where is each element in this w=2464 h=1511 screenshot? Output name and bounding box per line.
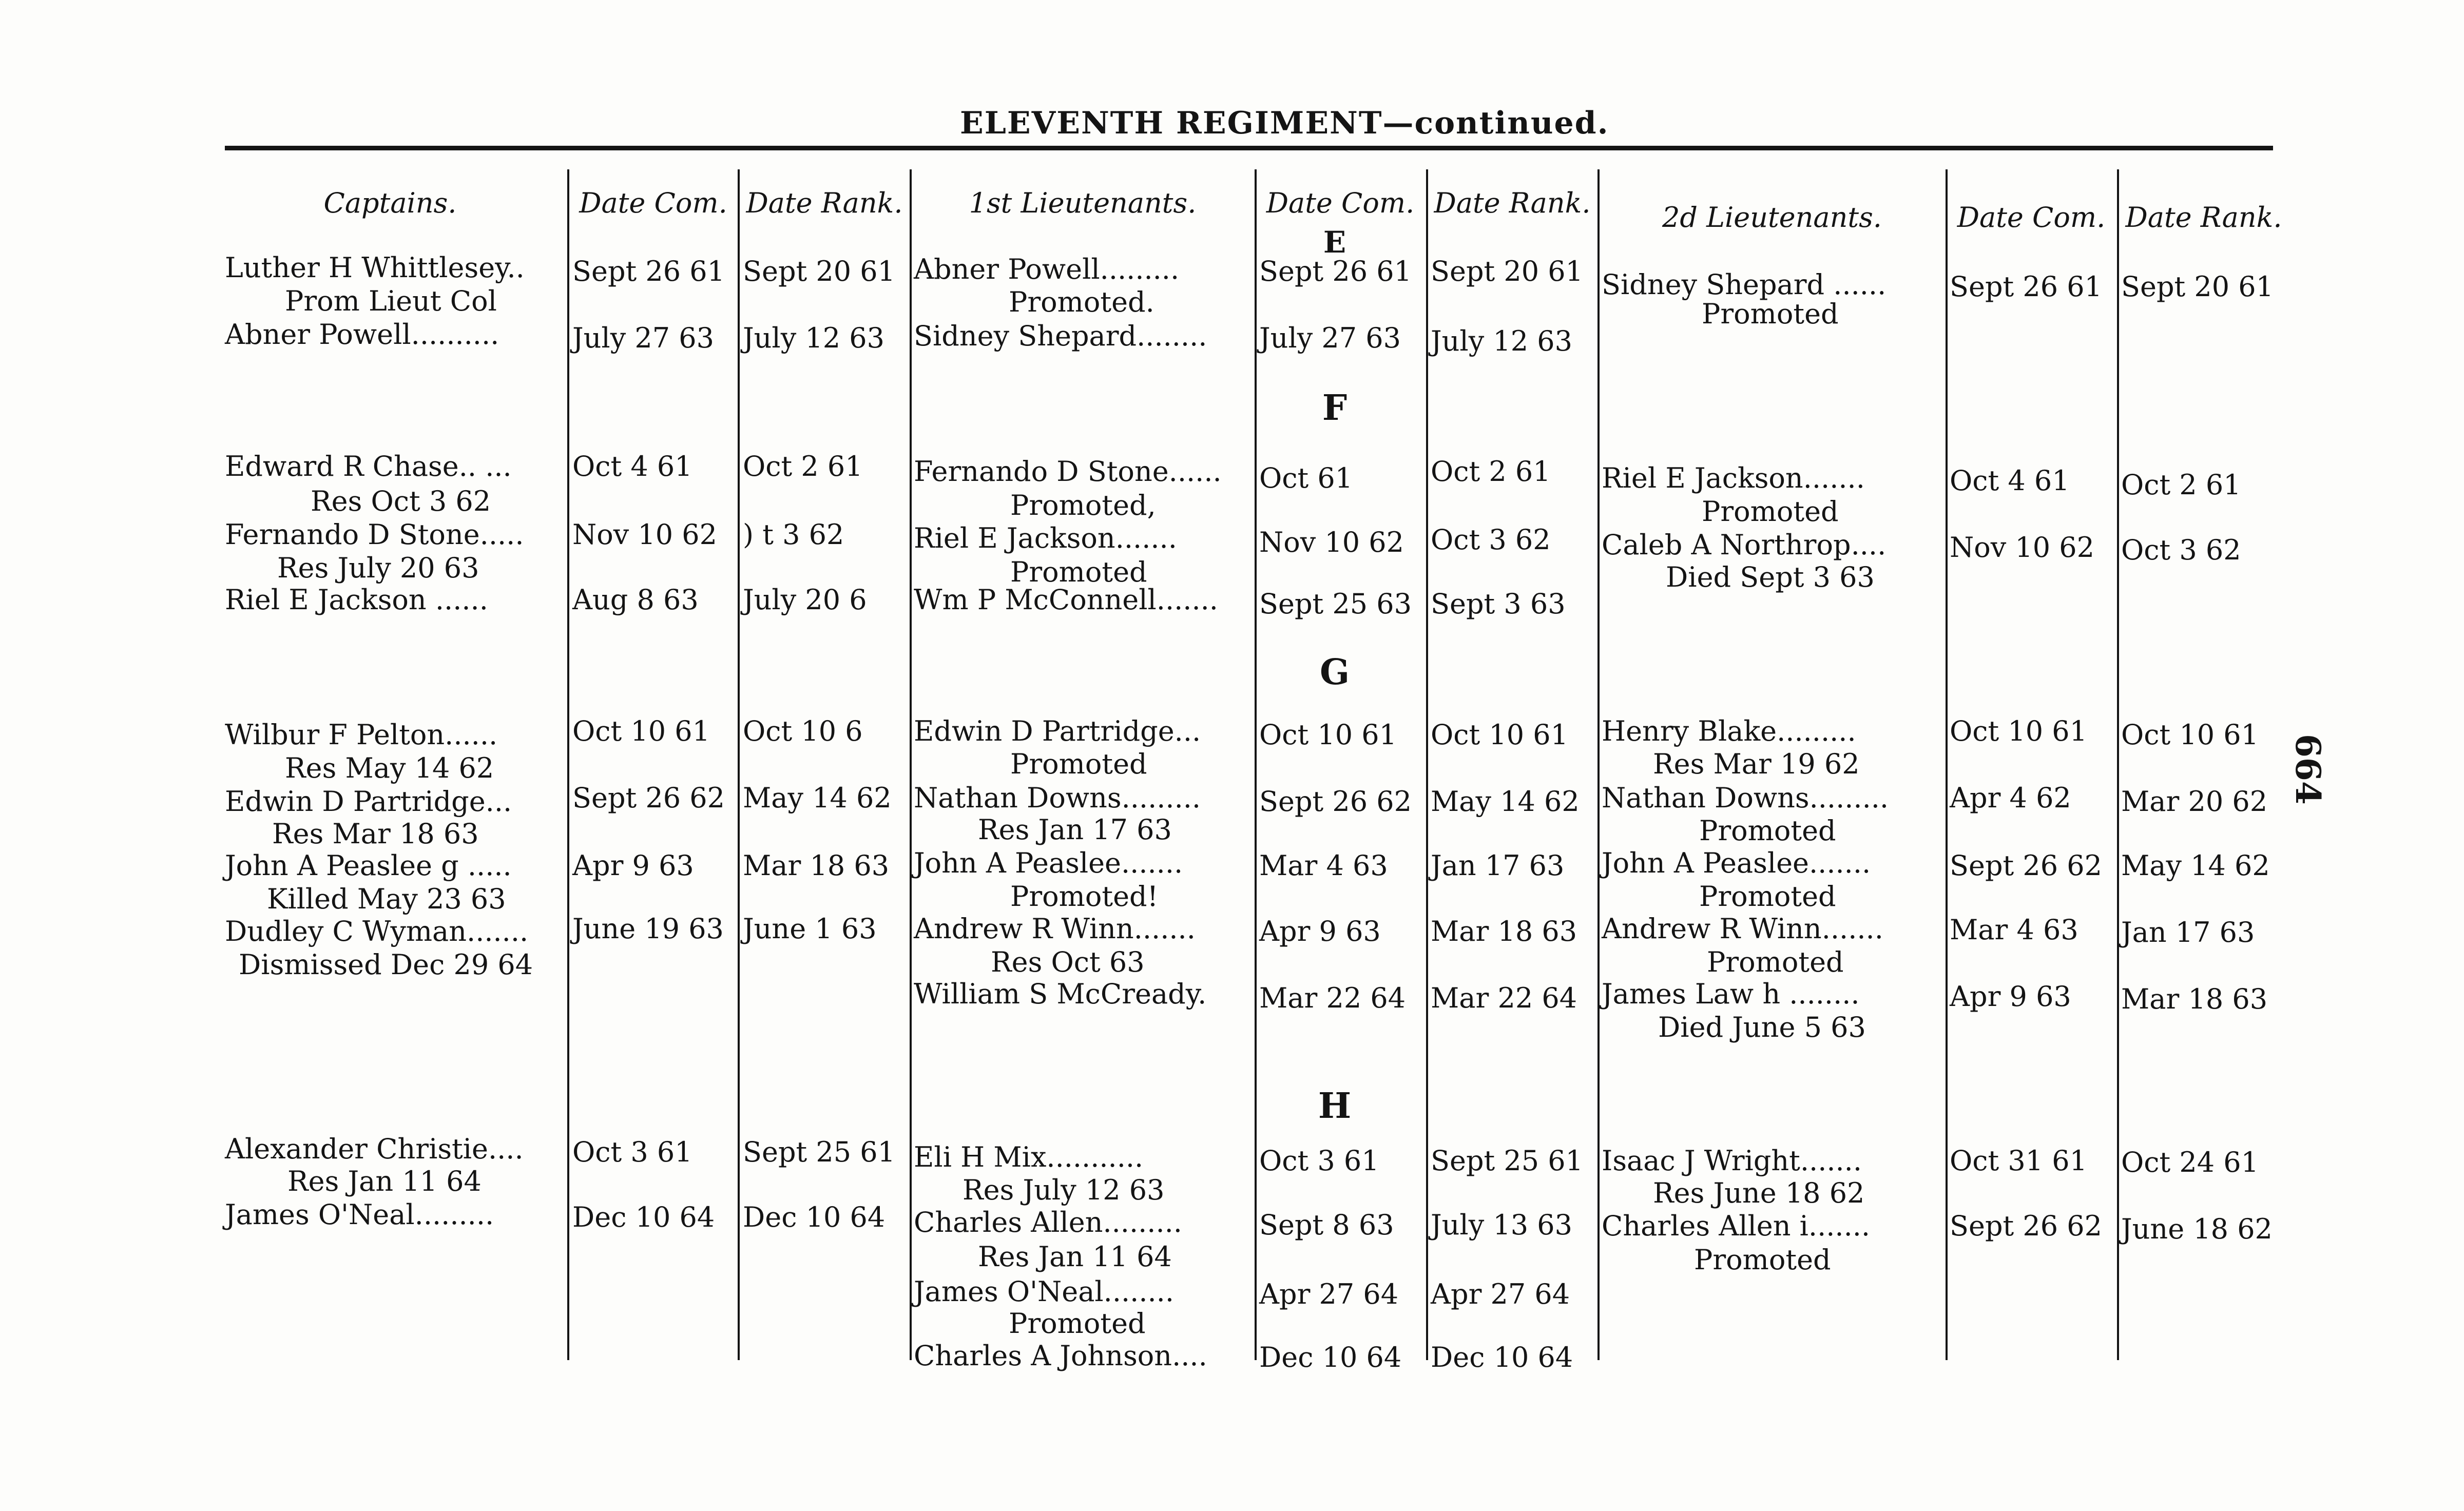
first-lieutenant-date-rank: Apr 27 64 (1431, 1278, 1570, 1310)
captain-note: Res Oct 3 62 (311, 485, 491, 517)
first-lieutenant-date-com: July 27 63 (1259, 322, 1401, 354)
first-lieutenant-date-rank: Oct 2 61 (1431, 455, 1551, 488)
second-lieutenant-date-rank: Jan 17 63 (2121, 916, 2255, 948)
first-lieutenant-name: Eli H Mix........... (914, 1141, 1144, 1173)
second-lieutenant-date-rank: Mar 18 63 (2121, 983, 2268, 1015)
captain-name: Dudley C Wyman....... (225, 915, 529, 947)
captain-name: Riel E Jackson ...... (225, 584, 488, 616)
first-lieutenant-date-com: Apr 9 63 (1259, 915, 1381, 947)
captain-date-com: Oct 4 61 (572, 450, 692, 482)
first-lieutenant-name: Charles A Johnson.... (914, 1340, 1207, 1372)
captain-note: Res Jan 11 64 (287, 1165, 482, 1197)
first-lieutenant-name: James O'Neal........ (914, 1275, 1174, 1308)
second-lieutenant-note: Promoted (1702, 298, 1839, 330)
captain-date-com: June 19 63 (572, 913, 724, 945)
header-date-rank: Date Rank. (746, 187, 903, 219)
second-lieutenant-name: Isaac J Wright....... (1602, 1145, 1862, 1177)
captain-date-rank: Oct 10 6 (743, 715, 863, 747)
first-lieutenant-date-com: Oct 10 61 (1259, 719, 1397, 751)
first-lieutenant-note: Res Jan 17 63 (978, 813, 1172, 846)
page-title: ELEVENTH REGIMENT—continued. (960, 105, 1609, 141)
header-date-com: Date Com. (579, 187, 727, 219)
second-lieutenant-date-rank: Mar 20 62 (2121, 785, 2268, 818)
first-lieutenant-date-com: Mar 4 63 (1259, 849, 1388, 882)
first-lieutenant-date-rank: Mar 18 63 (1431, 915, 1577, 947)
captain-name: Edward R Chase.. ... (225, 450, 512, 482)
first-lieutenant-date-com: Sept 26 61 (1259, 255, 1412, 287)
first-lieutenant-name: Nathan Downs......... (914, 782, 1201, 814)
second-lieutenant-name: Nathan Downs......... (1602, 782, 1889, 814)
page-number: 664 (2288, 734, 2328, 805)
captain-name: Alexander Christie.... (225, 1133, 524, 1165)
captain-date-com: Nov 10 62 (572, 518, 718, 551)
second-lieutenant-note: Res June 18 62 (1653, 1177, 1865, 1209)
first-lieutenant-note: Promoted (1010, 748, 1147, 780)
first-lieutenant-note: Res Oct 63 (991, 946, 1145, 978)
second-lieutenant-note: Promoted (1694, 1244, 1831, 1276)
second-lieutenant-name: Sidney Shepard ...... (1602, 268, 1886, 301)
captain-date-rank: Oct 2 61 (743, 450, 863, 482)
first-lieutenant-date-com: Mar 22 64 (1259, 982, 1406, 1014)
first-lieutenant-name: Riel E Jackson....... (914, 522, 1177, 554)
second-lieutenant-name: Riel E Jackson....... (1602, 462, 1865, 494)
second-lieutenant-date-com: Oct 31 61 (1950, 1145, 2087, 1177)
first-lieutenant-date-com: Nov 10 62 (1259, 526, 1404, 558)
column-divider (2117, 169, 2119, 1360)
captain-name: John A Peaslee g ..... (225, 849, 512, 882)
second-lieutenant-note: Res Mar 19 62 (1653, 748, 1860, 780)
captain-date-rank: ) t 3 62 (743, 518, 844, 551)
first-lieutenant-note: Promoted, (1010, 489, 1156, 521)
first-lieutenant-name: Fernando D Stone...... (914, 455, 1222, 488)
second-lieutenant-date-rank: May 14 62 (2121, 849, 2270, 882)
first-lieutenant-date-com: Oct 3 61 (1259, 1145, 1379, 1177)
column-divider (1426, 169, 1428, 1360)
second-lieutenant-date-rank: Oct 3 62 (2121, 534, 2241, 566)
second-lieutenant-note: Promoted (1707, 946, 1844, 978)
captain-date-rank: Sept 25 61 (743, 1136, 895, 1168)
first-lieutenant-date-com: Apr 27 64 (1259, 1278, 1399, 1310)
header-captains: Captains. (323, 187, 457, 219)
captain-note: Prom Lieut Col (285, 285, 497, 317)
captain-note: Res July 20 63 (277, 552, 479, 584)
header-second-lieutenants: 2d Lieutenants. (1662, 201, 1882, 234)
captain-date-rank: June 1 63 (743, 913, 877, 945)
captain-date-rank: May 14 62 (743, 782, 892, 814)
captain-date-com: Oct 10 61 (572, 715, 710, 747)
second-lieutenant-date-rank: Oct 2 61 (2121, 469, 2241, 501)
second-lieutenant-name: Caleb A Northrop.... (1602, 529, 1886, 561)
first-lieutenant-note: Promoted! (1010, 880, 1159, 913)
first-lieutenant-date-rank: Oct 3 62 (1431, 524, 1551, 556)
first-lieutenant-date-rank: Sept 20 61 (1431, 255, 1583, 287)
first-lieutenant-date-com: Dec 10 64 (1259, 1341, 1402, 1373)
company-label-g: G (1319, 652, 1350, 693)
header-date-com: Date Com. (1266, 187, 1415, 219)
captain-name: Abner Powell.......... (225, 318, 499, 351)
second-lieutenant-date-com: Sept 26 61 (1950, 270, 2102, 303)
column-divider (738, 169, 740, 1360)
first-lieutenant-date-rank: Mar 22 64 (1431, 982, 1577, 1014)
second-lieutenant-date-com: Oct 4 61 (1950, 464, 2070, 497)
second-lieutenant-date-rank: Oct 10 61 (2121, 719, 2259, 751)
captain-name: Fernando D Stone..... (225, 518, 524, 551)
top-rule (225, 146, 2273, 150)
first-lieutenant-date-rank: Oct 10 61 (1431, 719, 1568, 751)
captain-note: Res Mar 18 63 (272, 818, 479, 850)
second-lieutenant-name: John A Peaslee....... (1602, 847, 1871, 879)
first-lieutenant-date-com: Sept 8 63 (1259, 1209, 1394, 1241)
company-label-f: F (1322, 388, 1348, 429)
captain-date-com: Oct 3 61 (572, 1136, 692, 1168)
captain-name: Wilbur F Pelton...... (225, 719, 498, 751)
second-lieutenant-date-com: Mar 4 63 (1950, 914, 2078, 946)
header-date-rank: Date Rank. (1434, 187, 1591, 219)
second-lieutenant-name: James Law h ........ (1602, 978, 1860, 1010)
first-lieutenant-date-com: Sept 25 63 (1259, 588, 1412, 620)
captain-date-rank: July 12 63 (743, 322, 884, 354)
second-lieutenant-date-com: Sept 26 62 (1950, 1210, 2102, 1242)
second-lieutenant-date-rank: June 18 62 (2121, 1213, 2273, 1245)
captain-date-com: Sept 26 61 (572, 255, 725, 287)
captain-date-rank: July 20 6 (743, 584, 867, 616)
first-lieutenant-date-rank: Jan 17 63 (1431, 849, 1565, 882)
captain-name: Luther H Whittlesey.. (225, 251, 525, 284)
captain-note: Killed May 23 63 (267, 883, 506, 915)
second-lieutenant-note: Died Sept 3 63 (1666, 561, 1875, 593)
captain-name: James O'Neal......... (225, 1198, 494, 1231)
second-lieutenant-name: Andrew R Winn....... (1602, 913, 1883, 945)
first-lieutenant-note: Promoted (1010, 556, 1147, 588)
first-lieutenant-name: Edwin D Partridge... (914, 715, 1201, 747)
column-divider (1946, 169, 1948, 1360)
first-lieutenant-name: William S McCready. (914, 978, 1207, 1010)
second-lieutenant-date-com: Oct 10 61 (1950, 715, 2087, 747)
second-lieutenant-date-com: Apr 4 62 (1950, 782, 2071, 814)
second-lieutenant-date-com: Nov 10 62 (1950, 531, 2095, 564)
second-lieutenant-note: Promoted (1702, 495, 1839, 528)
first-lieutenant-date-rank: Sept 25 61 (1431, 1145, 1583, 1177)
first-lieutenant-date-rank: May 14 62 (1431, 785, 1580, 818)
captain-note: Dismissed Dec 29 64 (239, 948, 533, 981)
second-lieutenant-date-com: Apr 9 63 (1950, 980, 2071, 1013)
column-divider (910, 169, 912, 1360)
company-label-h: H (1318, 1086, 1352, 1127)
first-lieutenant-date-rank: July 12 63 (1431, 325, 1572, 357)
captain-date-com: July 27 63 (572, 322, 714, 354)
first-lieutenant-note: Promoted (1009, 1307, 1146, 1340)
first-lieutenant-date-rank: July 13 63 (1431, 1209, 1572, 1241)
first-lieutenant-date-com: Sept 26 62 (1259, 785, 1412, 818)
captain-date-rank: Mar 18 63 (743, 849, 890, 882)
captain-date-com: Dec 10 64 (572, 1201, 715, 1233)
first-lieutenant-name: Andrew R Winn....... (914, 913, 1196, 945)
captain-date-com: Apr 9 63 (572, 849, 694, 882)
captain-date-rank: Dec 10 64 (743, 1201, 886, 1233)
first-lieutenant-note: Res Jan 11 64 (978, 1241, 1172, 1273)
first-lieutenant-name: Abner Powell......... (914, 253, 1180, 285)
first-lieutenant-name: Sidney Shepard........ (914, 320, 1207, 352)
first-lieutenant-note: Promoted. (1009, 286, 1154, 318)
column-divider (1597, 169, 1600, 1360)
second-lieutenant-name: Henry Blake......... (1602, 715, 1856, 747)
first-lieutenant-date-com: Oct 61 (1259, 462, 1353, 494)
column-divider (1255, 169, 1257, 1360)
captain-date-rank: Sept 20 61 (743, 255, 895, 287)
first-lieutenant-name: Wm P McConnell....... (914, 584, 1218, 616)
second-lieutenant-date-com: Sept 26 62 (1950, 849, 2102, 882)
first-lieutenant-note: Res July 12 63 (962, 1174, 1165, 1206)
first-lieutenant-date-rank: Sept 3 63 (1431, 588, 1566, 620)
second-lieutenant-note: Died June 5 63 (1658, 1011, 1866, 1043)
captain-date-com: Sept 26 62 (572, 782, 725, 814)
second-lieutenant-name: Charles Allen i....... (1602, 1210, 1871, 1242)
second-lieutenant-date-rank: Oct 24 61 (2121, 1146, 2259, 1178)
second-lieutenant-note: Promoted (1699, 880, 1836, 913)
header-first-lieutenants: 1st Lieutenants. (969, 187, 1197, 219)
first-lieutenant-date-rank: Dec 10 64 (1431, 1341, 1573, 1373)
captain-date-com: Aug 8 63 (572, 584, 699, 616)
first-lieutenant-name: Charles Allen......... (914, 1206, 1182, 1238)
second-lieutenant-note: Promoted (1699, 815, 1836, 847)
header-date-com: Date Com. (1957, 201, 2106, 234)
company-label-e: E (1323, 225, 1346, 260)
header-date-rank: Date Rank. (2125, 201, 2282, 234)
captain-name: Edwin D Partridge... (225, 785, 512, 818)
column-divider (567, 169, 569, 1360)
captain-note: Res May 14 62 (285, 752, 494, 784)
second-lieutenant-date-rank: Sept 20 61 (2121, 270, 2274, 303)
first-lieutenant-name: John A Peaslee....... (914, 847, 1183, 879)
